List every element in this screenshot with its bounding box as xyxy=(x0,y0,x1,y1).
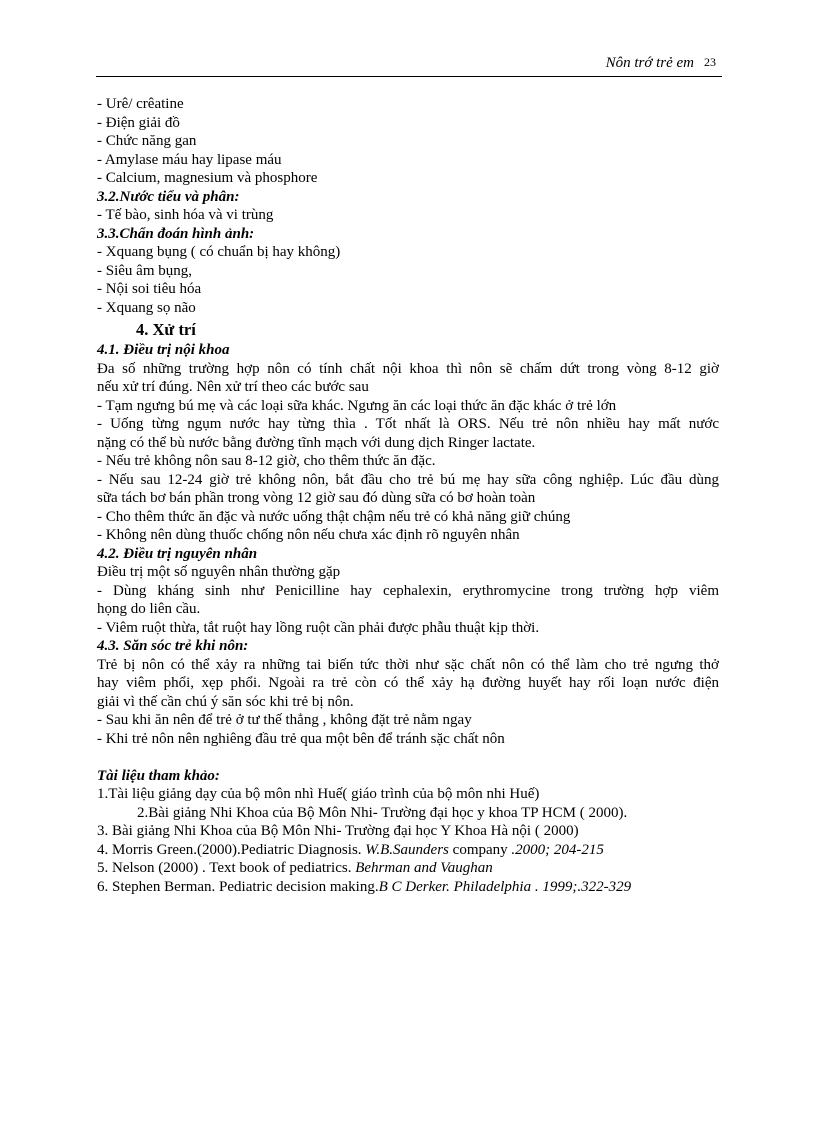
paragraph-line: hay viêm phổi, xẹp phổi. Ngoài ra trẻ còn có thể xảy hạ đường huyết hay rối loạn nước điện xyxy=(97,675,719,691)
reference-publisher: B C Derker. Philadelphia . 1999;.322-329 xyxy=(378,878,632,895)
list-item: - Xquang bụng ( có chuẩn bị hay không) xyxy=(97,244,341,260)
section-heading-3-3: 3.3.Chẩn đoán hình ảnh: xyxy=(97,225,255,242)
reference-publisher: W.B.Saunders xyxy=(365,841,449,858)
list-item: - Nếu sau 12-24 giờ trẻ không nôn, bắt đầu cho trẻ bú mẹ hay sữa công nghiệp. Lúc đầu dùng xyxy=(97,471,719,488)
header-rule xyxy=(96,76,722,77)
list-item: - Xquang sọ não xyxy=(97,299,196,316)
section-heading-4: 4. Xử trí xyxy=(136,320,196,339)
reference-text: 5. Nelson (2000) . Text book of pediatrics. xyxy=(97,860,356,876)
running-header-title: Nôn trớ trẻ em xyxy=(605,55,694,71)
paragraph-line: Trẻ bị nôn có thể xảy ra những tai biến tức thời như sặc chất nôn có thể làm cho trẻ ngưng thở xyxy=(97,656,719,673)
list-item: - Tế bào, sinh hóa và vi trùng xyxy=(97,207,274,223)
section-heading-3-2: 3.2.Nước tiểu và phân: xyxy=(97,188,240,205)
reference-item: 2.Bài giảng Nhi Khoa của Bộ Môn Nhi- Trường đại học y khoa TP HCM ( 2000). xyxy=(137,804,628,821)
list-item: - Không nên dùng thuốc chống nôn nếu chưa xác định rõ nguyên nhân xyxy=(97,527,520,543)
reference-text: 6. Stephen Berman. Pediatric decision making. xyxy=(97,878,379,895)
list-item: - Cho thêm thức ăn đặc và nước uống thật chậm nếu trẻ có khả năng giữ chúng xyxy=(97,508,571,525)
list-item: - Nếu trẻ không nôn sau 8-12 giờ, cho thêm thức ăn đặc. xyxy=(97,453,436,469)
paragraph-line: họng do liên cầu. xyxy=(97,601,201,617)
list-item: - Viêm ruột thừa, tắt ruột hay lồng ruột cần phải được phẫu thuật kịp thời. xyxy=(97,619,540,636)
paragraph-line: nặng có thể bù nước bằng đường tĩnh mạch với dung dịch Ringer lactate. xyxy=(97,434,536,451)
paragraph-line: nếu xử trí đúng. Nên xử trí theo các bước sau xyxy=(97,379,369,395)
references-heading: Tài liệu tham khảo: xyxy=(97,767,220,784)
list-item: - Calcium, magnesium và phosphore xyxy=(97,170,318,186)
reference-text: company xyxy=(448,841,512,858)
list-item: - Urê/ crêatine xyxy=(97,96,184,112)
paragraph-line: Điều trị một số nguyên nhân thường gặp xyxy=(97,564,341,580)
list-item: - Điện giải đồ xyxy=(97,114,180,131)
list-item: - Nội soi tiêu hóa xyxy=(97,281,202,297)
reference-item xyxy=(97,859,719,878)
paragraph-line: sữa tách bơ bán phần trong vòng 12 giờ sau đó dùng sữa có bơ hoàn toàn xyxy=(97,490,536,506)
list-item: - Amylase máu hay lipase máu xyxy=(97,151,282,168)
reference-item: 3. Bài giảng Nhi Khoa của Bộ Môn Nhi- Trường đại học Y Khoa Hà nội ( 2000) xyxy=(97,823,579,839)
list-item: - Uống từng ngụm nước hay từng thìa . Tốt nhất là ORS. Nếu trẻ nôn nhiều hay mất nước xyxy=(97,416,719,432)
section-heading-4-1: 4.1. Điều trị nội khoa xyxy=(97,342,230,358)
reference-item xyxy=(97,878,719,897)
paragraph-line: giải vì thế cần chú ý săn sóc khi trẻ bị nôn. xyxy=(97,693,354,710)
reference-authors: Behrman and Vaughan xyxy=(355,860,493,876)
list-item: - Chức năng gan xyxy=(97,133,197,149)
list-item: - Siêu âm bụng, xyxy=(97,262,192,279)
list-item: - Tạm ngưng bú mẹ và các loại sữa khác. Ngưng ăn các loại thức ăn đặc khác ở trẻ lớn xyxy=(97,397,617,414)
reference-text: 4. Morris Green.(2000).Pediatric Diagnosis. xyxy=(97,841,366,858)
page-body xyxy=(97,95,719,896)
reference-item xyxy=(97,841,719,860)
reference-item: 1.Tài liệu giảng dạy của bộ môn nhì Huế( giáo trình của bộ môn nhi Huế) xyxy=(97,786,540,802)
page-number: 23 xyxy=(704,55,716,69)
blank-line xyxy=(97,748,719,767)
list-item: - Khi trẻ nôn nên nghiêng đầu trẻ qua một bên để tránh sặc chất nôn xyxy=(97,730,505,747)
section-heading-4-3: 4.3. Săn sóc trẻ khi nôn: xyxy=(97,638,249,654)
section-heading-4-2: 4.2. Điều trị nguyên nhân xyxy=(97,545,258,562)
paragraph-line: Đa số những trường hợp nôn có tính chất nội khoa thì nôn sẽ chấm dứt trong vòng 8-12 giờ xyxy=(97,360,719,377)
reference-year-pages: .2000; 204-215 xyxy=(511,841,604,858)
list-item: - Sau khi ăn nên để trẻ ở tư thế thẳng , không đặt trẻ nằm ngay xyxy=(97,712,472,728)
list-item: - Dùng kháng sinh như Penicilline hay cephalexin, erythromycine trong trường hợp viêm xyxy=(97,582,719,599)
